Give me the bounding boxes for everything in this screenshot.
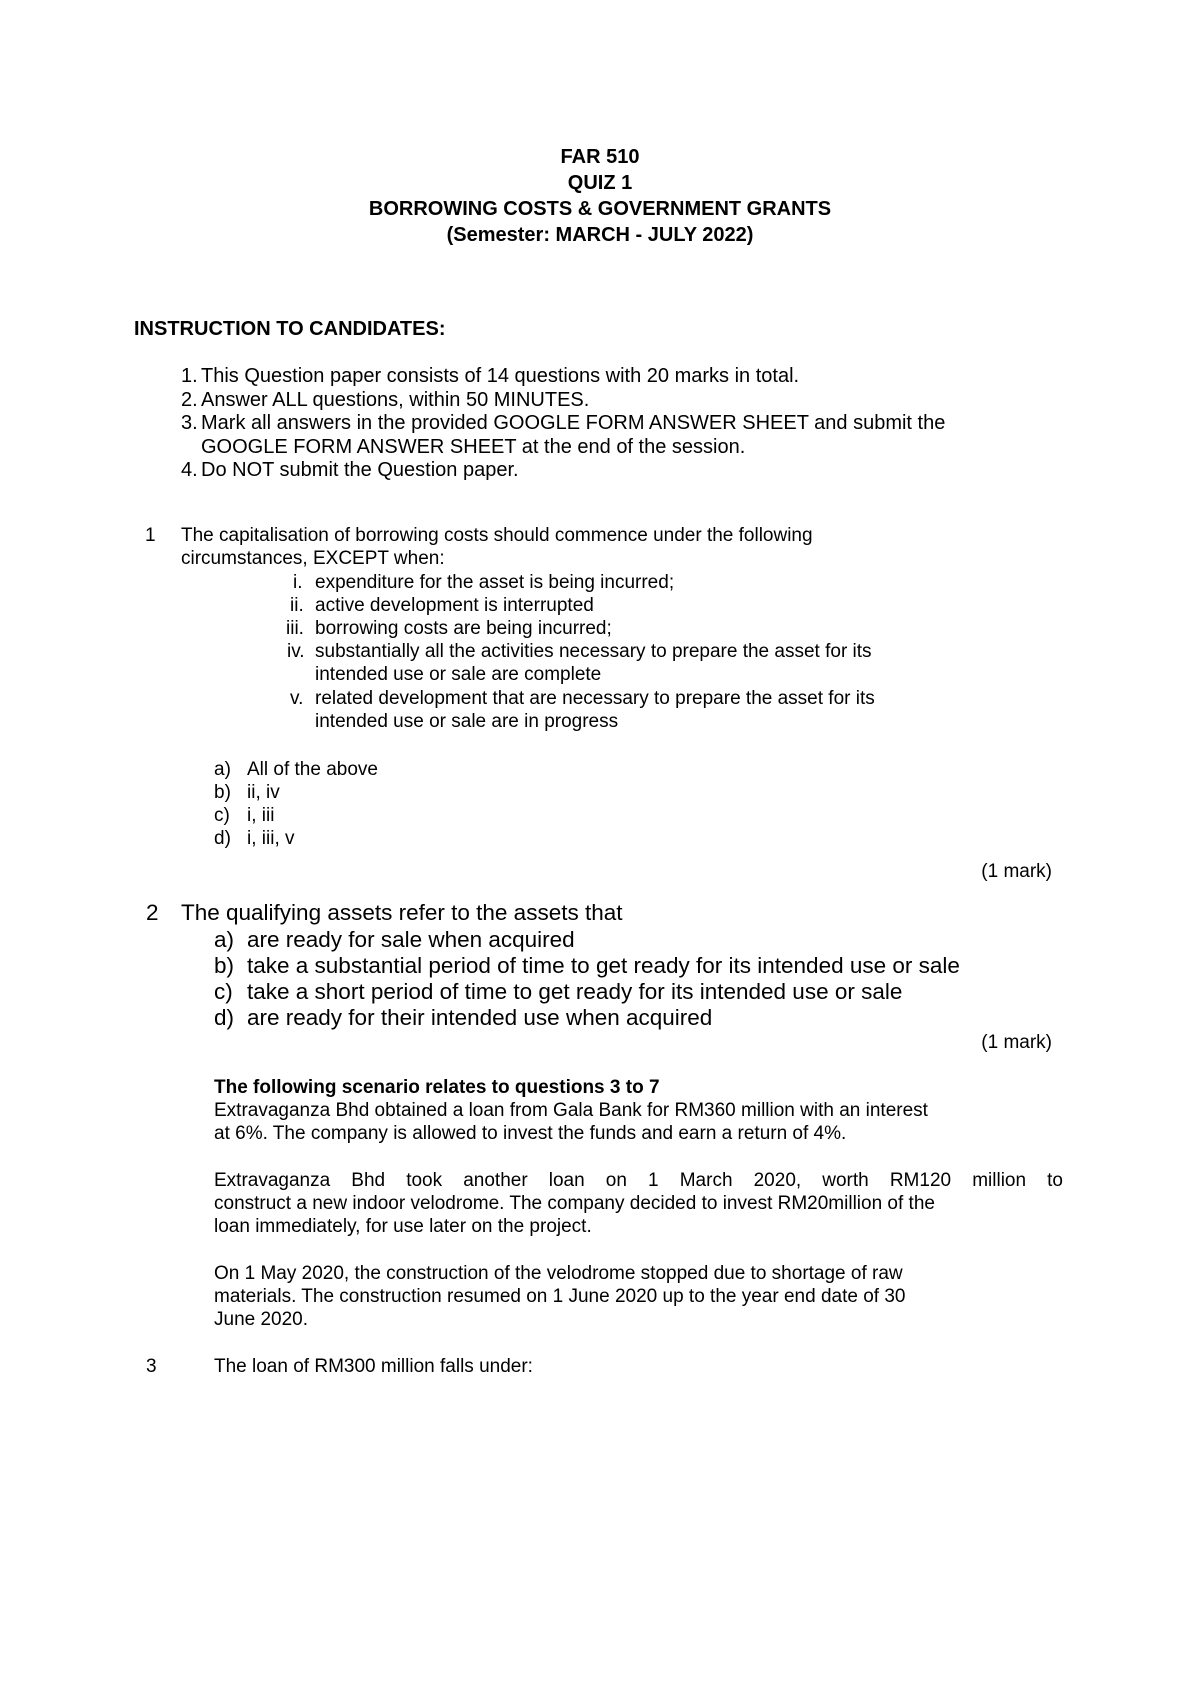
instruction-text: Do NOT submit the Question paper. [201, 459, 519, 481]
scenario-text: construct a new indoor velodrome. The company decided to invest RM20million of the [214, 1193, 935, 1214]
instructions-heading: INSTRUCTION TO CANDIDATES: [134, 318, 446, 340]
option-text: take a short period of time to get ready for its intended use or sale [247, 979, 903, 1004]
option-text: are ready for their intended use when acquired [247, 1005, 713, 1030]
option-text: i, iii, v [247, 828, 295, 849]
option-letter: a) [214, 927, 235, 952]
roman-item-continued: intended use or sale are complete [315, 664, 602, 685]
scenario-heading: The following scenario relates to questions 3 to 7 [214, 1077, 660, 1098]
option-letter: b) [214, 782, 231, 803]
option-letter: c) [214, 979, 233, 1004]
course-code: FAR 510 [560, 146, 640, 168]
option-letter: d) [214, 1005, 235, 1030]
question-number: 3 [146, 1356, 157, 1377]
question-stem: The loan of RM300 million falls under: [214, 1356, 533, 1377]
option-letter: d) [214, 828, 231, 849]
mark-allocation: (1 mark) [981, 861, 1052, 882]
instruction-text: Answer ALL questions, within 50 MINUTES. [201, 389, 590, 411]
scenario-text: June 2020. [214, 1309, 309, 1330]
instruction-text: This Question paper consists of 14 questions with 20 marks in total. [201, 365, 800, 387]
option-letter: b) [214, 953, 235, 978]
instruction-text-continued: GOOGLE FORM ANSWER SHEET at the end of the session. [201, 436, 746, 458]
roman-item: active development is interrupted [315, 595, 594, 616]
scenario-text: loan immediately, for use later on the project. [214, 1216, 592, 1237]
instruction-number: 3. [181, 412, 198, 434]
semester-line: (Semester: MARCH - JULY 2022) [446, 224, 754, 246]
roman-item-continued: intended use or sale are in progress [315, 711, 619, 732]
roman-numeral: i. [293, 572, 303, 593]
option-letter: c) [214, 805, 230, 826]
option-text: are ready for sale when acquired [247, 927, 575, 952]
question-stem: The capitalisation of borrowing costs should commence under the following [181, 525, 813, 546]
option-text: take a substantial period of time to get ready for its intended use or sale [247, 953, 960, 978]
option-text: i, iii [247, 805, 275, 826]
roman-item: borrowing costs are being incurred; [315, 618, 612, 639]
roman-numeral: iv. [287, 641, 305, 662]
instruction-text: Mark all answers in the provided GOOGLE FORM ANSWER SHEET and submit the [201, 412, 946, 434]
scenario-text: Extravaganza Bhd took another loan on 1 March 2020, worth RM120 million to [214, 1170, 1063, 1191]
quiz-title: QUIZ 1 [567, 172, 633, 194]
roman-numeral: iii. [286, 618, 304, 639]
topic-title: BORROWING COSTS & GOVERNMENT GRANTS [368, 198, 832, 220]
instruction-number: 2. [181, 389, 198, 411]
question-number: 2 [146, 900, 159, 925]
roman-item: substantially all the activities necessary to prepare the asset for its [315, 641, 872, 662]
option-letter: a) [214, 759, 231, 780]
option-text: All of the above [247, 759, 378, 780]
question-stem-continued: circumstances, EXCEPT when: [181, 548, 445, 569]
roman-numeral: v. [290, 688, 304, 709]
instruction-number: 1. [181, 365, 198, 387]
mark-allocation: (1 mark) [981, 1032, 1052, 1053]
instruction-number: 4. [181, 459, 198, 481]
roman-numeral: ii. [290, 595, 304, 616]
question-stem: The qualifying assets refer to the assets that [181, 900, 623, 925]
roman-item: expenditure for the asset is being incurred; [315, 572, 675, 593]
option-text: ii, iv [247, 782, 280, 803]
scenario-text: On 1 May 2020, the construction of the velodrome stopped due to shortage of raw [214, 1263, 903, 1284]
scenario-text: Extravaganza Bhd obtained a loan from Gala Bank for RM360 million with an interest [214, 1100, 928, 1121]
question-number: 1 [145, 525, 156, 546]
scenario-text: materials. The construction resumed on 1 June 2020 up to the year end date of 30 [214, 1286, 906, 1307]
roman-item: related development that are necessary to prepare the asset for its [315, 688, 875, 709]
scenario-text: at 6%. The company is allowed to invest the funds and earn a return of 4%. [214, 1123, 847, 1144]
